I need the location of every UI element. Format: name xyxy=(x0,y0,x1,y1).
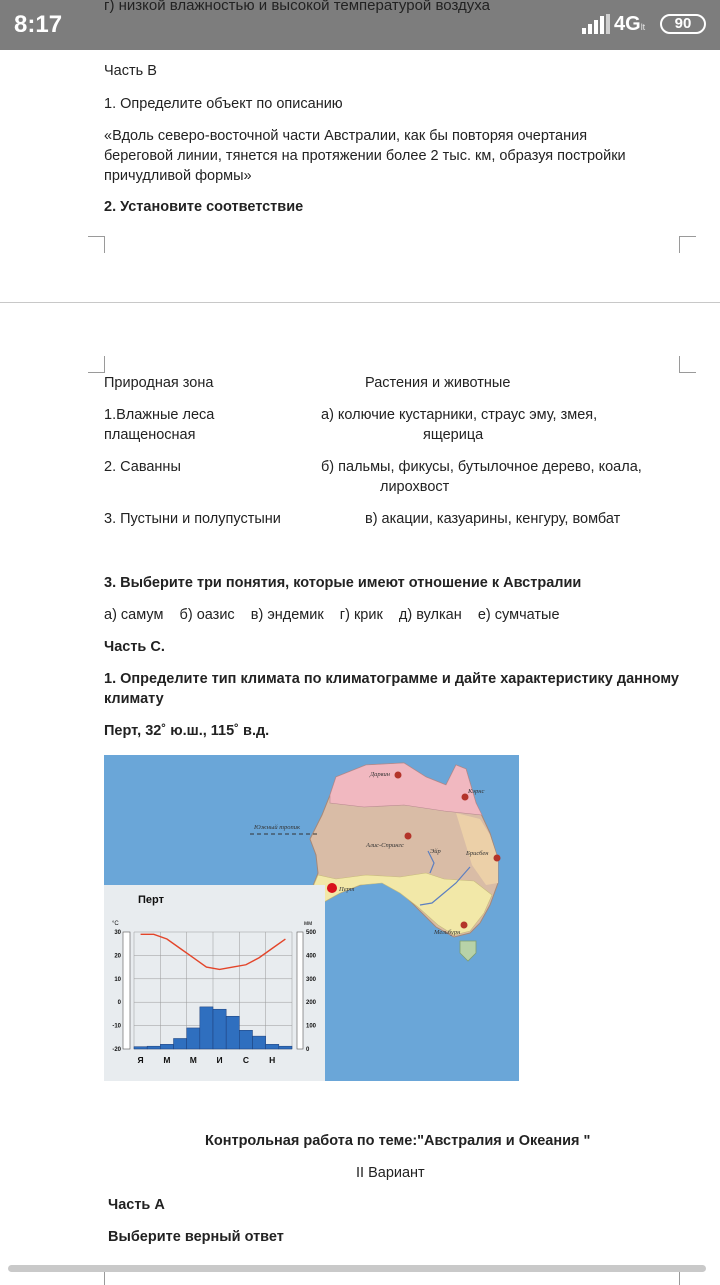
month-label: Н xyxy=(269,1055,276,1065)
question-b3-options: а) самум б) оазис в) эндемик г) крик д) вулкан е) сумчатые xyxy=(104,607,560,623)
variant2-title: Контрольная работа по теме:"Австралия и Океания " xyxy=(205,1133,591,1149)
city-label-brisbane: Брисбен xyxy=(466,850,489,857)
precip-tick-label: 200 xyxy=(306,1000,317,1007)
city-label-alice-springs: Алис-Спрингс xyxy=(366,842,404,849)
temp-tick-label: -10 xyxy=(112,1023,121,1030)
page-corner-mark xyxy=(679,236,696,253)
part-c-title: Часть С. xyxy=(104,639,165,655)
header-flora: Растения и животные xyxy=(365,375,511,391)
variant2-instruction: Выберите верный ответ xyxy=(108,1229,284,1245)
precip-bar xyxy=(187,1028,200,1049)
precip-tick-label: 300 xyxy=(306,976,317,983)
precip-bar xyxy=(239,1030,252,1049)
flora-a-line-1: а) колючие кустарники, страус эму, змея, xyxy=(321,407,598,423)
zone-3: 3. Пустыни и полупустыни xyxy=(104,511,281,527)
precip-bar xyxy=(213,1009,226,1049)
climatogram xyxy=(104,885,325,1081)
precip-tick-label: 100 xyxy=(306,1023,317,1030)
flora-b-line-1: б) пальмы, фикусы, бутылочное дерево, коала, xyxy=(321,459,642,475)
flora-a-line-2: ящерица xyxy=(423,427,484,443)
month-label: С xyxy=(242,1055,249,1065)
question-c1-line-2: климату xyxy=(104,691,164,707)
precip-bar xyxy=(226,1016,239,1049)
quote-line-3: причудливой формы» xyxy=(104,168,252,184)
question-b3: 3. Выберите три понятия, которые имеют отношение к Австралии xyxy=(104,575,582,591)
precip-bar xyxy=(147,1046,160,1049)
temp-unit-label: °С xyxy=(112,921,119,927)
month-label: М xyxy=(189,1055,197,1065)
signal-icon xyxy=(582,14,610,34)
month-label: Я xyxy=(137,1055,144,1065)
page-corner-mark xyxy=(88,236,105,253)
tropic-label: Южный тропик xyxy=(254,824,301,831)
precip-bar xyxy=(200,1007,213,1049)
variant2-part-a: Часть А xyxy=(108,1197,165,1213)
network-type: 4Glt xyxy=(614,13,646,35)
overlay-question-text: г) низкой влажностью и высокой температурой воздуха xyxy=(104,0,490,14)
part-b-title: Часть В xyxy=(104,63,157,79)
city-label-perth: Перт xyxy=(339,886,355,893)
month-label: И xyxy=(216,1055,223,1065)
quote-line-2: береговой линии, тянется на протяжении более 2 тыс. км, образуя постройки xyxy=(104,148,626,164)
question-b2: 2. Установите соответствие xyxy=(104,199,304,215)
month-label: М xyxy=(163,1055,171,1065)
clock: 8:17 xyxy=(14,11,63,38)
precip-bar xyxy=(160,1044,173,1049)
page-break xyxy=(0,302,720,303)
precip-tick-label: 0 xyxy=(306,1047,310,1053)
page-corner-mark xyxy=(679,356,696,373)
temp-tick-label: 10 xyxy=(114,976,121,983)
climatogram-title: Перт xyxy=(138,894,164,906)
battery-icon: 90 xyxy=(660,14,706,34)
temp-tick-label: -20 xyxy=(112,1047,121,1053)
precip-bar xyxy=(279,1046,292,1049)
zone-2: 2. Саванны xyxy=(104,459,181,475)
precip-bar xyxy=(174,1038,187,1049)
status-bar xyxy=(0,0,720,50)
precip-bar xyxy=(134,1047,147,1049)
city-label-cairns: Кэрнс xyxy=(468,788,485,795)
precip-bar xyxy=(253,1036,266,1049)
temp-scale-bar xyxy=(123,932,130,1049)
page-corner-mark xyxy=(88,356,105,373)
temp-tick-label: 30 xyxy=(114,930,121,936)
question-b1: 1. Определите объект по описанию xyxy=(104,96,343,112)
zone-1-line-2: плащеносная xyxy=(104,427,196,443)
precip-scale-bar xyxy=(297,932,303,1049)
precip-unit-label: мм xyxy=(304,921,313,927)
precip-bar xyxy=(266,1044,279,1049)
flora-c: в) акации, казуарины, кенгуру, вомбат xyxy=(365,511,621,527)
precip-tick-label: 500 xyxy=(306,930,317,936)
city-label-melbourne: Мельбурн xyxy=(434,929,461,936)
flora-b-line-2: лирохвост xyxy=(380,479,450,495)
precip-tick-label: 400 xyxy=(306,953,317,960)
temp-tick-label: 20 xyxy=(114,953,121,960)
location-coords: Перт, 32˚ ю.ш., 115˚ в.д. xyxy=(104,723,270,739)
horizontal-scrollbar[interactable] xyxy=(8,1265,706,1272)
temp-tick-label: 0 xyxy=(117,1000,121,1007)
header-zone: Природная зона xyxy=(104,375,214,391)
quote-line-1: «Вдоль северо-восточной части Австралии, как бы повторяя очертания xyxy=(104,128,588,144)
australia-map-figure xyxy=(104,755,519,1081)
variant2-label: II Вариант xyxy=(356,1165,425,1181)
zone-1-line-1: 1.Влажные леса xyxy=(104,407,215,423)
city-label-darwin: Дарвин xyxy=(370,771,390,778)
question-c1-line-1: 1. Определите тип климата по климатограмме и дайте характеристику данному xyxy=(104,671,679,687)
lake-label: Эйр xyxy=(430,848,441,855)
